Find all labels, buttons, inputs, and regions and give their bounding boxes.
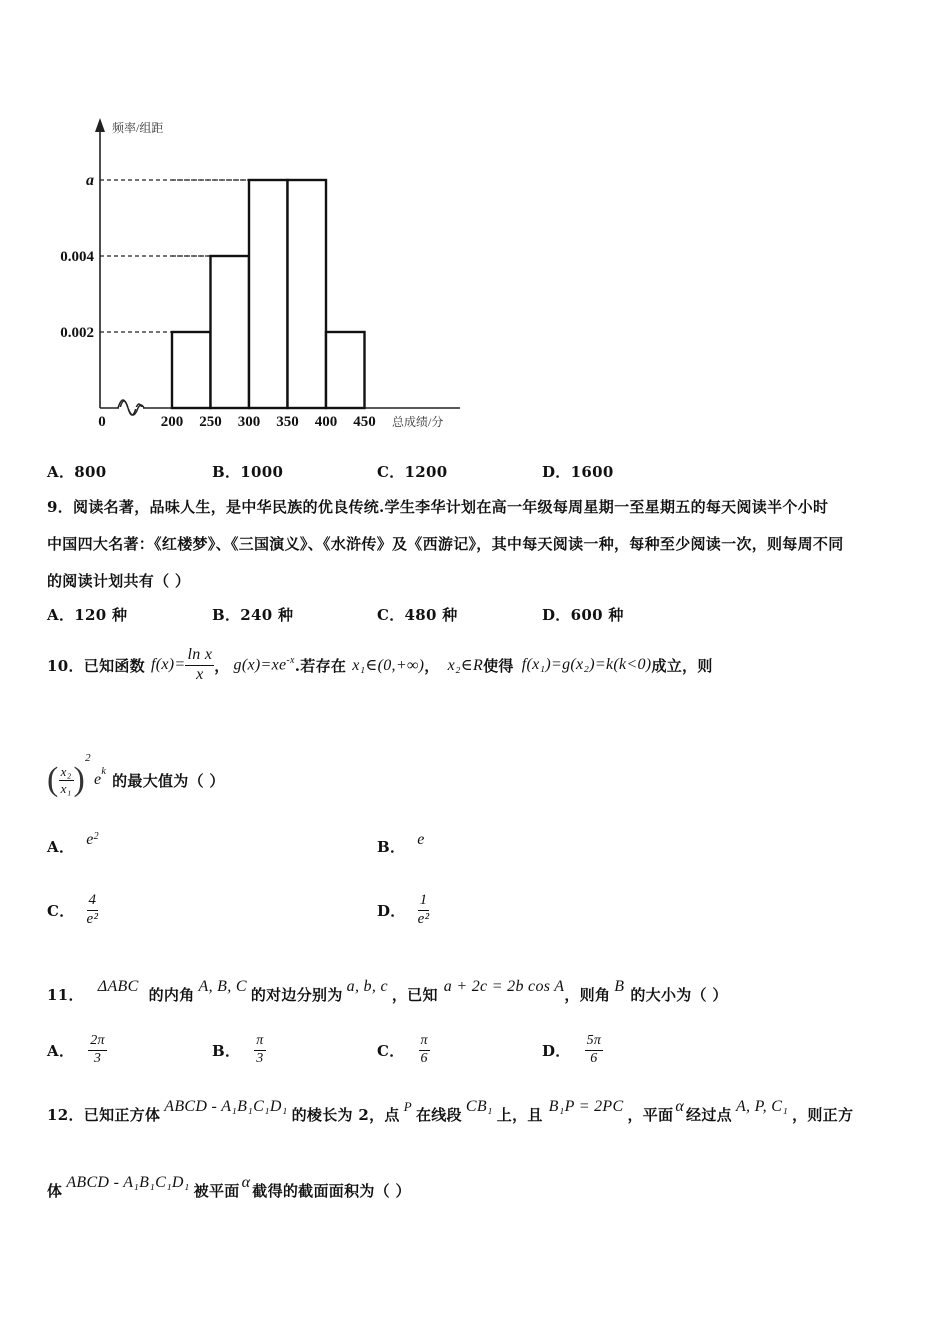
q9-option-a[interactable]: A．120 种 <box>47 606 128 624</box>
q10-option-d[interactable]: D． $\frac{1}{\text{e²}}$ <box>377 892 430 927</box>
q11-option-a[interactable]: A． $\frac{2\pi}{3}$ <box>47 1033 105 1066</box>
x-tick-label: 400 <box>314 414 338 430</box>
q8-option-c[interactable]: C．1200 <box>377 463 448 481</box>
axis-break-gap <box>119 407 143 409</box>
q8-option-a[interactable]: A．800 <box>47 463 107 481</box>
chart-bars <box>172 180 365 408</box>
q12-stem-line1: 12．已知正方体 ABCD - A₁B₁C₁D₁ 的棱长为 2，点 P 在线段 CB₁ 上，且 B₁P = 2PC ，平面 α 经过点 A, P, C₁ ，则正方 <box>47 1098 854 1124</box>
x-tick-label: 300 <box>237 414 261 430</box>
q10-option-a[interactable]: A． e $^2$ <box>47 830 99 856</box>
q10-x1-condition: x₁∈(0,+∞) <box>352 657 425 674</box>
q10-f-lhs: f(x)= <box>150 656 186 673</box>
q9-stem-line3: 的阅读计划共有（ ） <box>47 572 191 590</box>
q10-option-c[interactable]: C． $\frac{4}{\text{e²}}$ <box>47 892 99 927</box>
histogram-bar-4 <box>288 180 327 408</box>
histogram-bar-3 <box>249 180 288 408</box>
q10-g-def: $g(x)=xe^{-x}$ <box>233 655 295 674</box>
y-axis-title: 频率/组距 <box>112 121 164 135</box>
q10-stem-line2: ( $\frac{\text{x₂}}{\text{x₁}}$ ) $^2$ e $^k$ 的最大值为（ ） <box>47 752 225 798</box>
q9-stem-line1: 9．阅读名著，品味人生，是中华民族的优良传统.学生李华计划在高一年级每周星期一至星期五的每天阅读半个小时 <box>47 498 829 516</box>
x-axis-title: 总成绩/分 <box>392 415 444 429</box>
q11-option-c[interactable]: C． $\frac{\pi}{6}$ <box>377 1033 428 1066</box>
q9-option-b[interactable]: B．240 种 <box>212 606 294 624</box>
q10-x2-condition: x₂∈R <box>447 657 484 674</box>
y-axis-arrow <box>95 118 105 132</box>
q12-stem-line2: 体 ABCD - A₁B₁C₁D₁ 被平面 α 截得的截面面积为（ ） <box>47 1174 411 1200</box>
frequency-histogram <box>40 110 480 440</box>
q8-option-b[interactable]: B．1000 <box>212 463 284 481</box>
q10-option-b[interactable]: B． e <box>377 830 425 856</box>
x-tick-label: 250 <box>199 414 222 430</box>
q11-option-b[interactable]: B． $\frac{\pi}{3}$ <box>212 1033 264 1066</box>
y-tick-label: 0.004 <box>60 249 94 265</box>
histogram-bar-1 <box>172 332 211 408</box>
x-tick-label: 200 <box>160 414 184 430</box>
q10-ratio-fraction: $\frac{\text{x₂}}{\text{x₁}}$ <box>60 763 72 796</box>
q11-option-d[interactable]: D． $\frac{5\pi}{6}$ <box>542 1033 602 1066</box>
y-tick-label: a <box>86 172 94 189</box>
histogram-bar-2 <box>211 256 250 408</box>
x-tick-label: 350 <box>276 414 299 430</box>
q11-stem: 11． ΔABC 的内角 A, B, C 的对边分别为 a, b, c ，已知 a + 2c = 2b cos A ，则角 B 的大小为（ ） <box>47 978 728 1004</box>
q9-stem-line2: 中国四大名著：《红楼梦》、《三国演义》、《水浒传》及《西游记》，其中每天阅读一种，每种至少阅读一次，则每周不同 <box>47 535 844 553</box>
histogram-bar-5 <box>326 332 365 408</box>
q10-f-fraction: $\frac{\text{ln x}}{x}$ <box>187 645 213 683</box>
q8-option-d[interactable]: D．1600 <box>542 463 614 481</box>
q10-equation: f(x₁)=g(x₂)=k(k<0) <box>521 656 652 673</box>
q10-right-paren: ) <box>73 761 86 798</box>
y-tick-label: 0.002 <box>60 325 94 341</box>
q10-left-paren: ( <box>47 761 59 798</box>
q10-stem-line1: 10．已知函数 f(x)= $\frac{\text{ln x}}{x}$ ， $g(x)=xe^{-x}$ .若存在 x₁∈(0,+∞) ， x₂∈R 使得 f(x₁)=g(x₂)=k(k<0) 成立，则 <box>47 645 713 683</box>
q9-option-c[interactable]: C．480 种 <box>377 606 458 624</box>
x-tick-label: 0 <box>98 414 106 430</box>
x-tick-label: 450 <box>353 414 376 430</box>
q9-option-d[interactable]: D．600 种 <box>542 606 624 624</box>
